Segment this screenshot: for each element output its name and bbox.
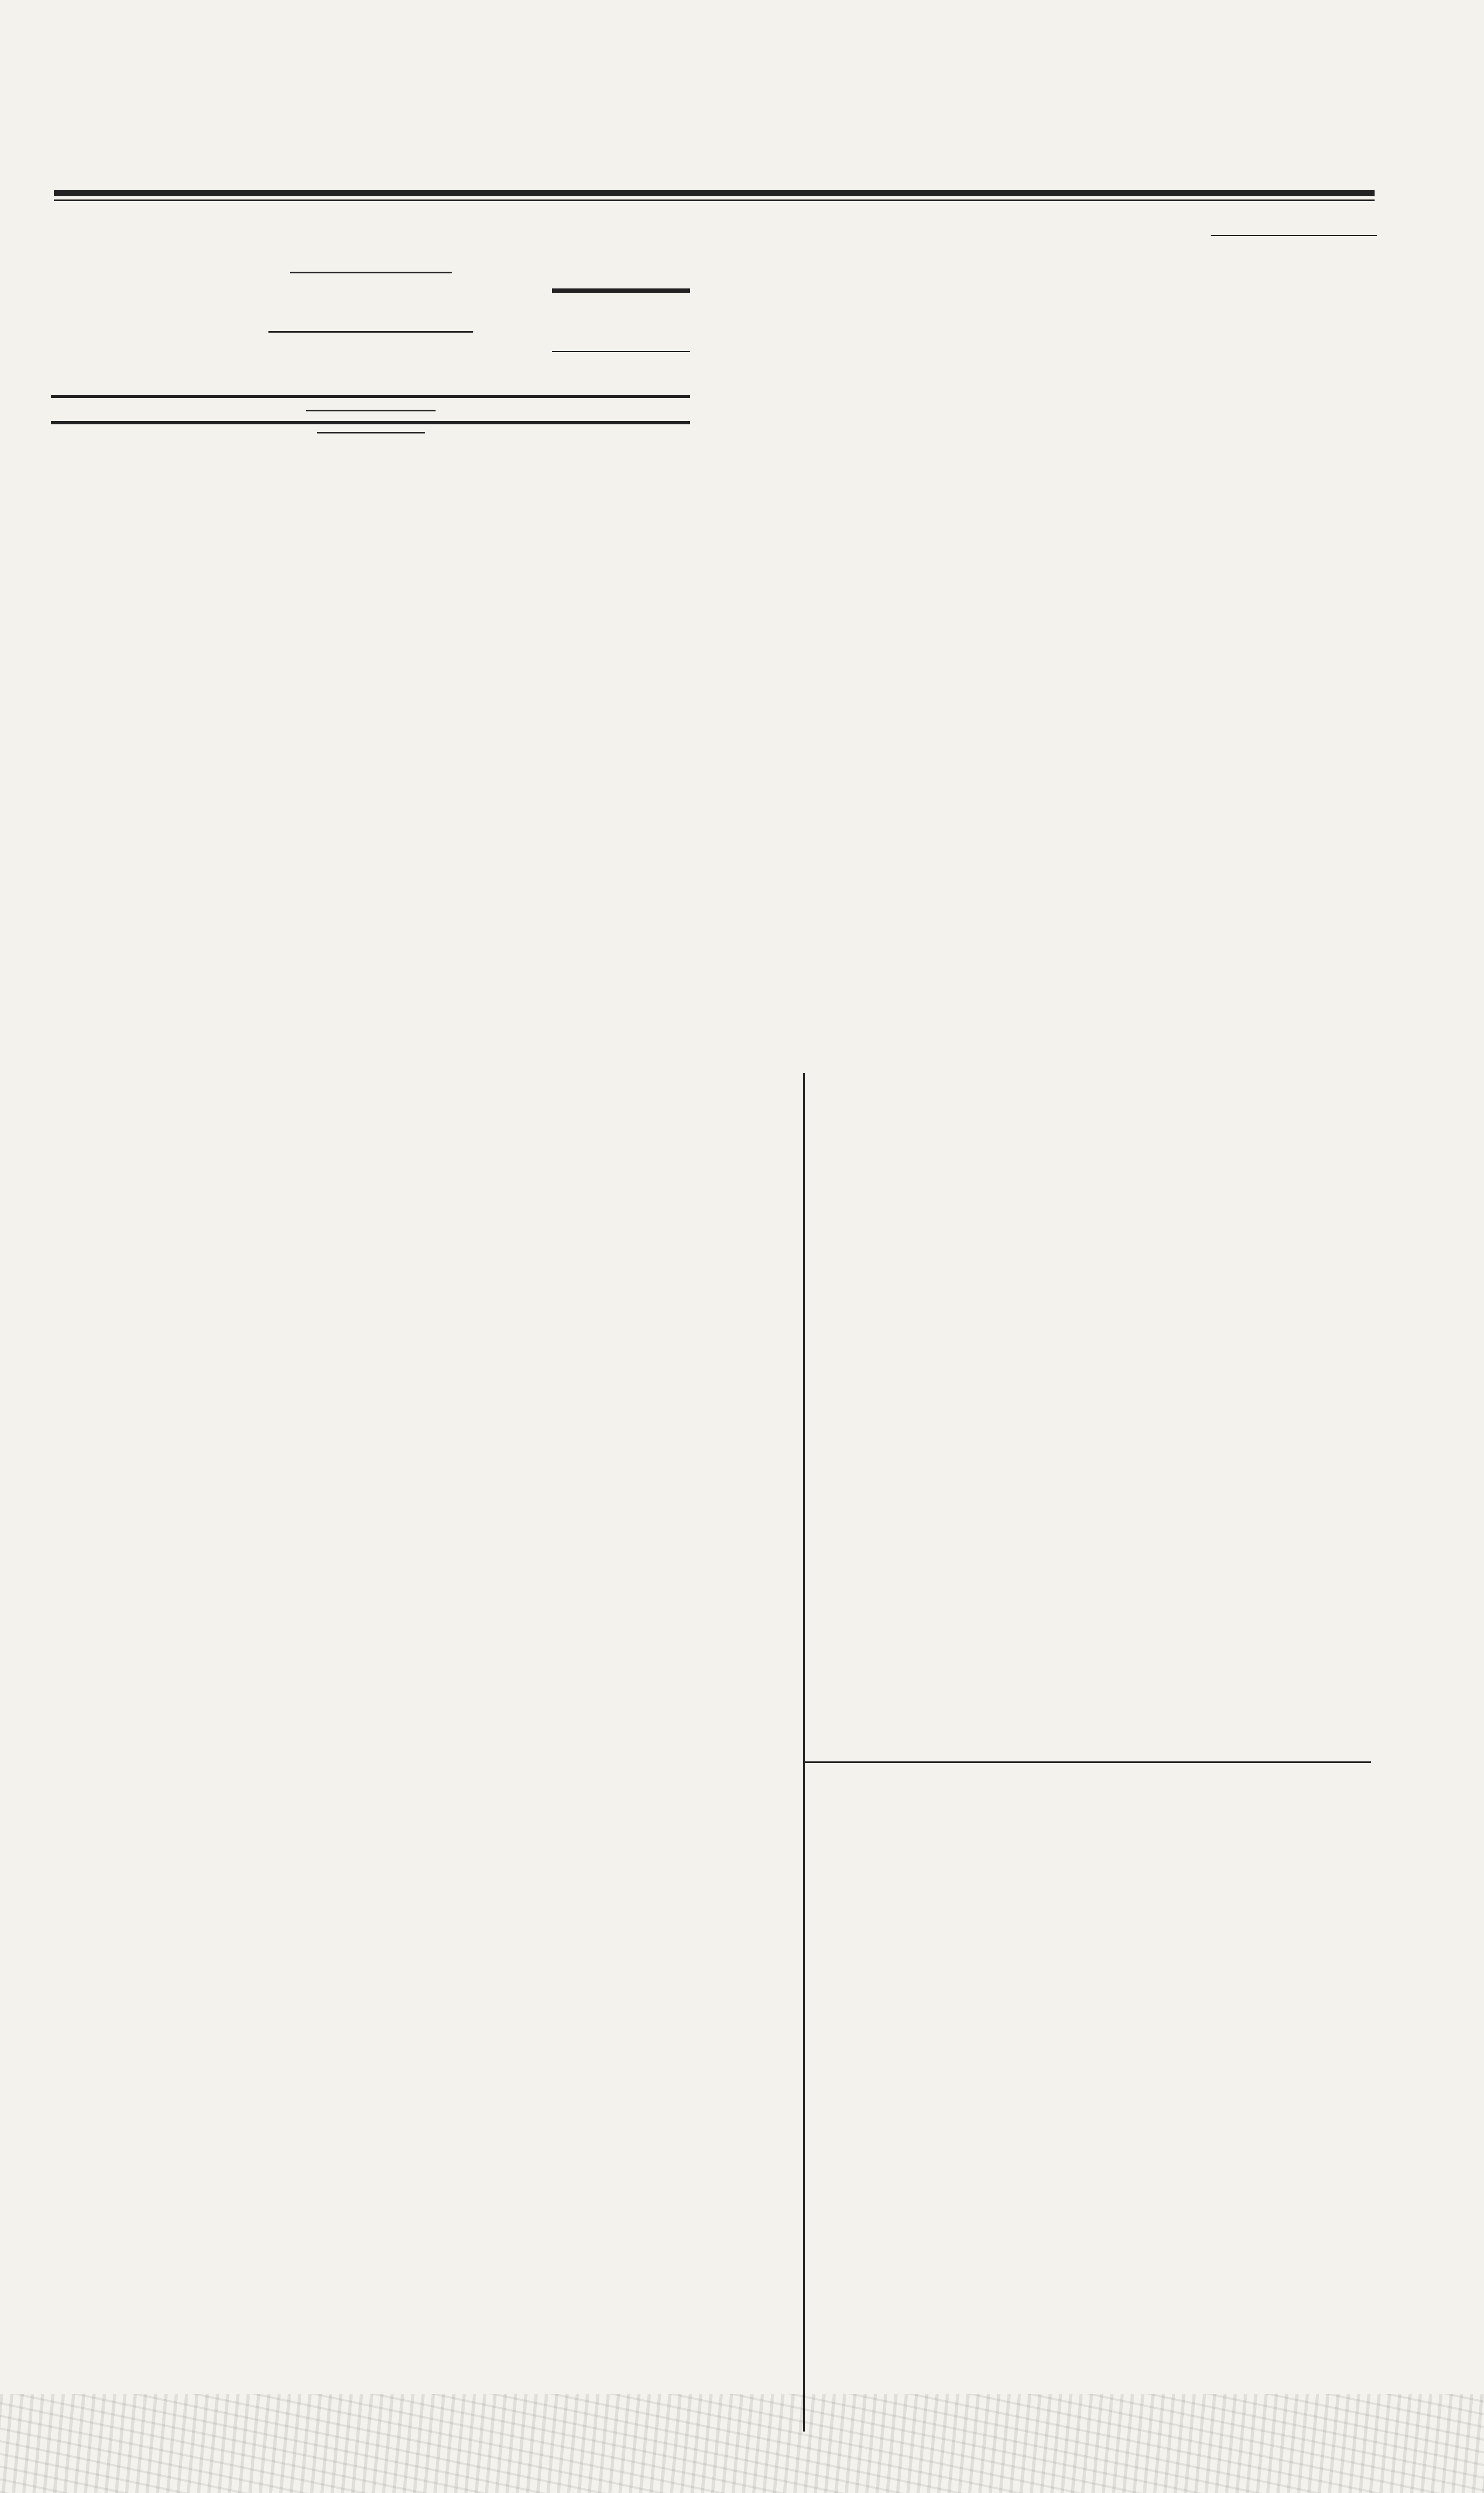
- header-rule: [54, 190, 1375, 196]
- divider: [317, 432, 425, 433]
- divider: [51, 395, 690, 398]
- divider: [306, 410, 436, 411]
- table-row: [51, 293, 690, 313]
- statement-p1-start: [51, 441, 690, 462]
- true-statement: [51, 293, 690, 313]
- expenses-table: [51, 351, 690, 352]
- divider: [290, 272, 452, 273]
- expenses-signer2: [51, 360, 137, 379]
- left-column: [51, 232, 690, 462]
- expenses-true-statement: [51, 360, 690, 380]
- letter-signature: [51, 236, 690, 257]
- lands-sold-table: [725, 235, 1377, 236]
- right-column: [725, 232, 1377, 242]
- abstract-rotated: [744, 1073, 1369, 2432]
- divider: [51, 421, 690, 424]
- abstract-table-region: [744, 1073, 1369, 2432]
- page-stain: [0, 2394, 1484, 2493]
- abstract-debit: [805, 1761, 1371, 2432]
- abstract-grid: [803, 1073, 1371, 2432]
- abstract-credit: [805, 1084, 1371, 1752]
- letter-signer: [181, 237, 251, 256]
- divider: [268, 331, 473, 333]
- header-rule-thin: [54, 199, 1375, 201]
- remuneration-table: [51, 288, 690, 313]
- page-header: [51, 111, 1377, 159]
